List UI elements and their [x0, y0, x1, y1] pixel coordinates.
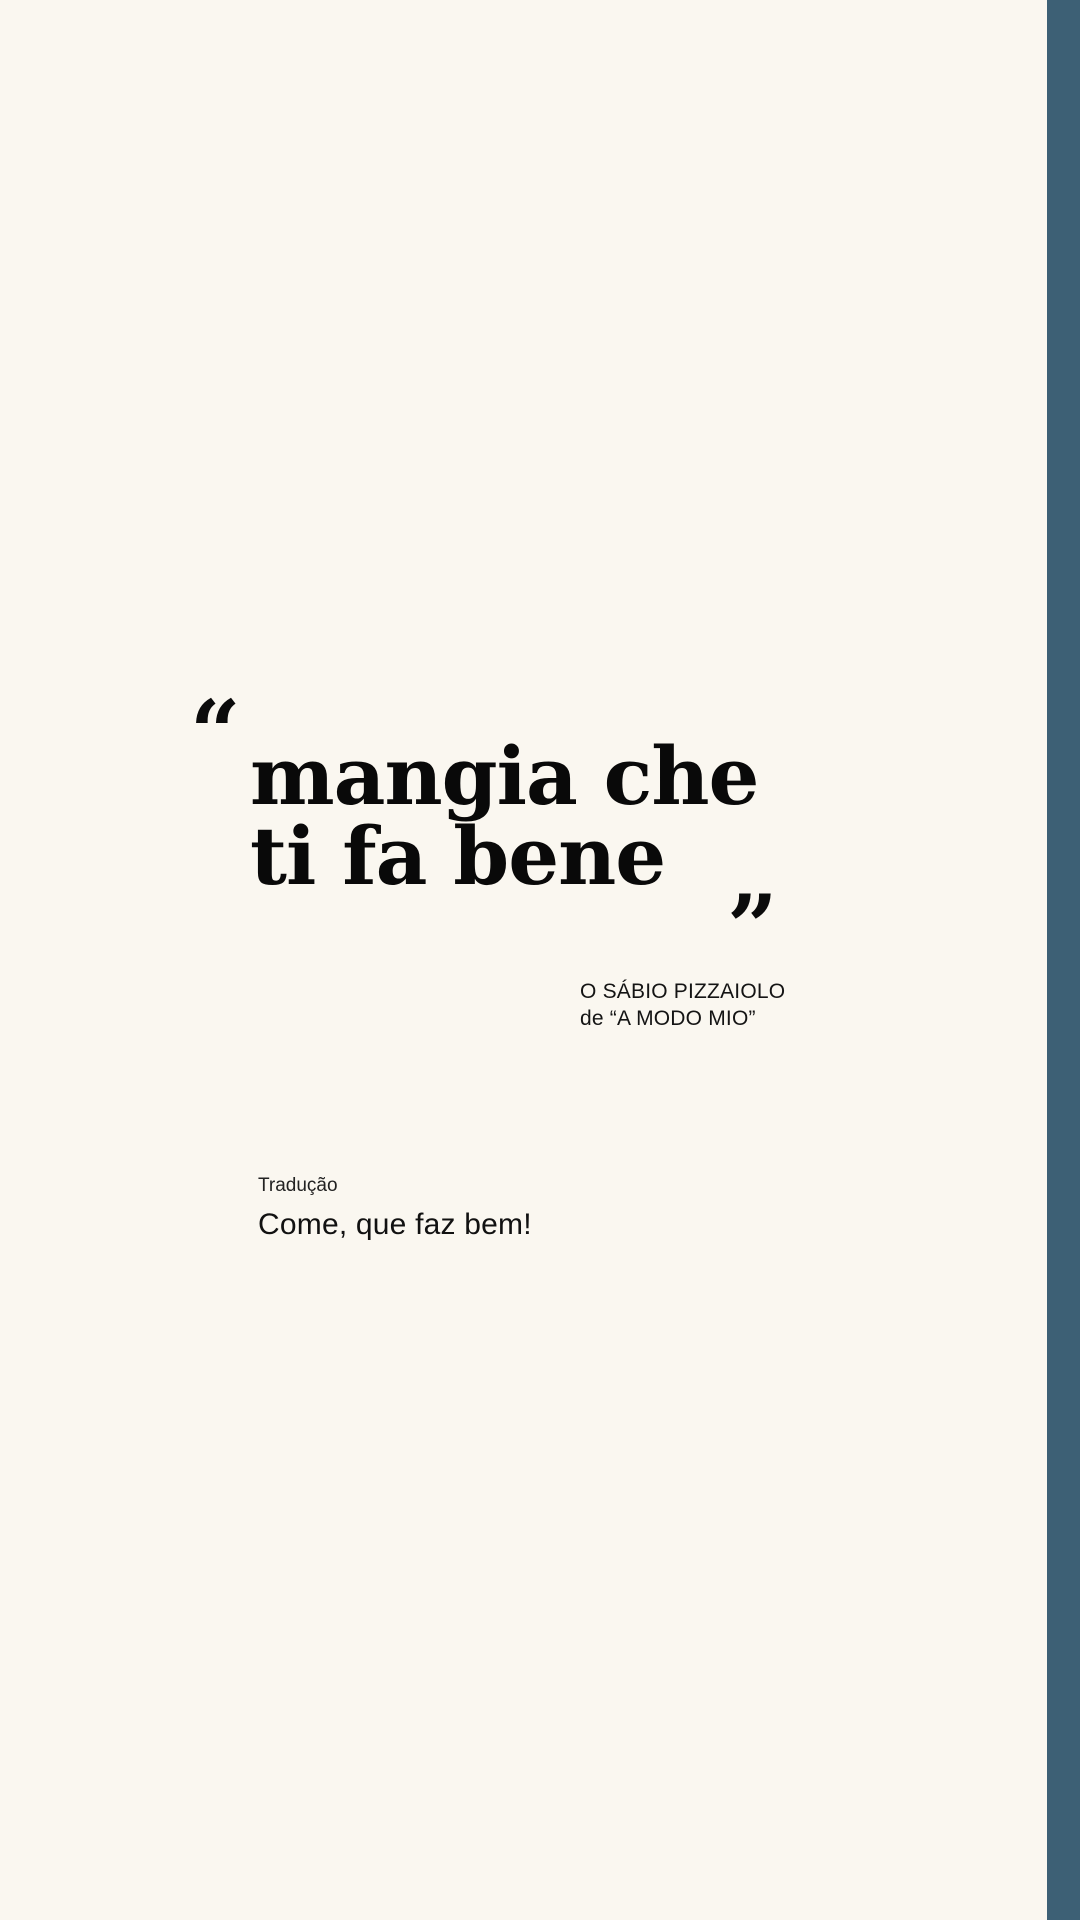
translation-label: Tradução — [258, 1175, 338, 1196]
attribution-name: O SÁBIO PIZZAIOLO — [580, 980, 786, 1003]
translation-block — [258, 1174, 758, 1244]
quote-headline — [250, 729, 810, 903]
translation-text: Come, que faz bem! — [258, 1208, 532, 1241]
quote-attribution — [580, 978, 820, 1032]
attribution-source: de “A MODO MIO” — [580, 1007, 756, 1030]
opening-quote-mark: “ — [190, 680, 241, 784]
quote-line-1: mangia che — [250, 729, 759, 823]
accent-side-band — [1047, 0, 1080, 1920]
quote-line-2: ti fa bene — [250, 809, 666, 903]
closing-quote-mark: ” — [727, 875, 778, 979]
